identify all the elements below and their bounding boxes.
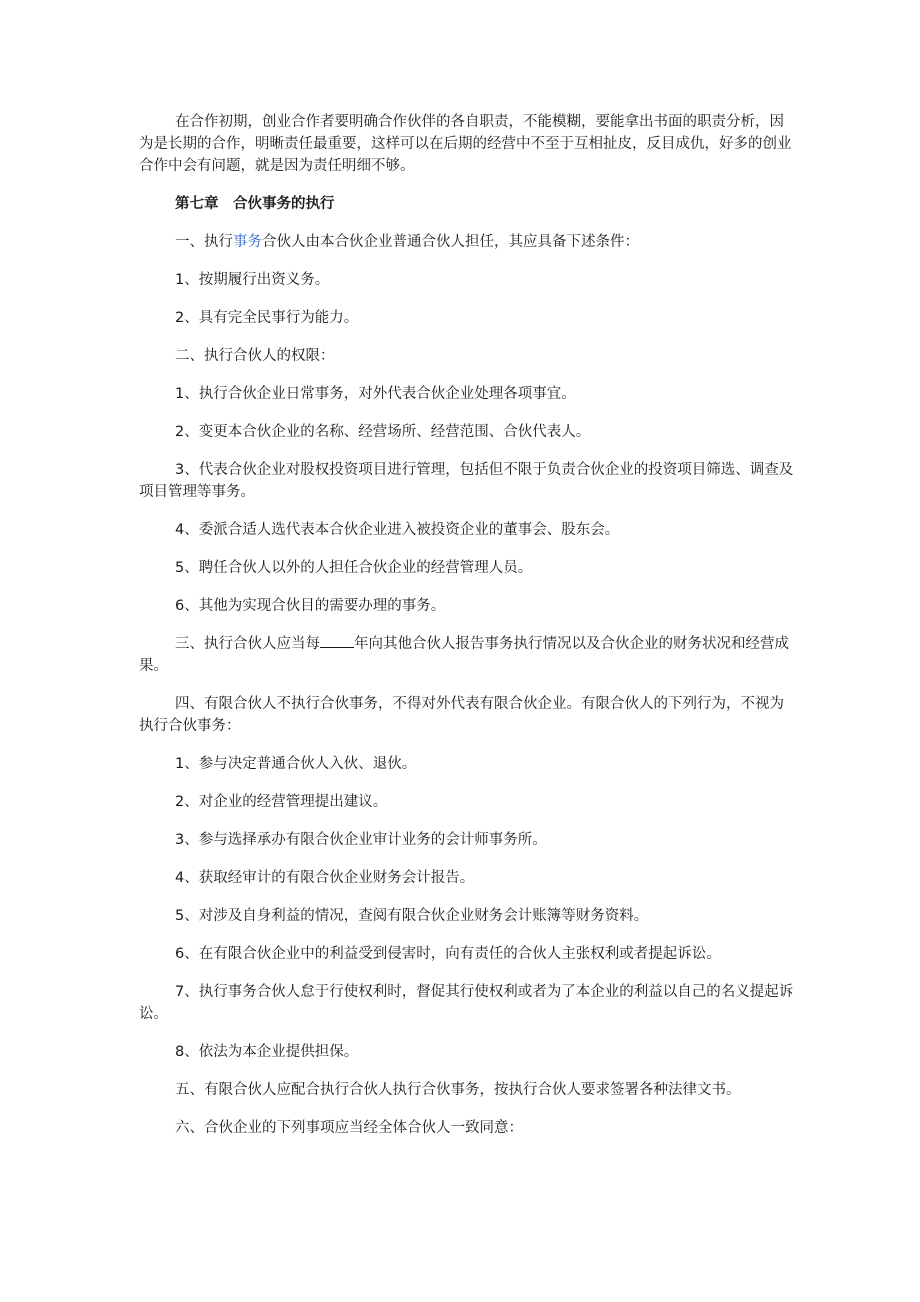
section-4-item: 5、对涉及自身利益的情况，查阅有限合伙企业财务会计账簿等财务资料。 [175,908,649,924]
section-2-item: 1、执行合伙企业日常事务，对外代表合伙企业处理各项事宜。 [175,386,576,402]
section-4-item: 1、参与决定普通合伙人入伙、退伙。 [175,756,417,772]
section-3-paragraph [139,633,794,677]
section-3-text-end: 年向其他合伙人报告事务执行情况以及合伙企业的财务状况和经营成果。 [139,636,789,674]
section-4-item: 7、执行事务合伙人怠于行使权利时，督促其行使权利或者为了本企业的利益以自己的名义提起诉讼。 [139,984,794,1022]
fill-in-blank [320,633,354,648]
section-4-item: 4、获取经审计的有限合伙企业财务会计报告。 [175,870,475,886]
section-6-title: 六、合伙企业的下列事项应当经全体合伙人一致同意： [175,1120,523,1136]
section-4-item: 3、参与选择承办有限合伙企业审计业务的会计师事务所。 [175,832,547,848]
document-body [139,111,794,1155]
section-4-intro: 四、有限合伙人不执行合伙事务，不得对外代表有限合伙企业。有限合伙人的下列行为，不视为执行合伙事务： [139,696,784,734]
section-2-item: 2、变更本合伙企业的名称、经营场所、经营范围、合伙代表人。 [175,424,591,440]
chapter-heading: 第七章 合伙事务的执行 [175,196,335,212]
section-2-item: 6、其他为实现合伙目的需要办理的事务。 [175,598,446,614]
section-1-text-end: 合伙人由本合伙企业普通合伙人担任，其应具备下述条件： [262,234,639,250]
affairs-link[interactable]: 事务 [233,234,262,250]
section-2-item: 5、聘任合伙人以外的人担任合伙企业的经营管理人员。 [175,560,533,576]
section-4-item: 2、对企业的经营管理提出建议。 [175,794,388,810]
section-2-item: 4、委派合适人选代表本合伙企业进入被投资企业的董事会、股东会。 [175,522,620,538]
section-1-item: 2、具有完全民事行为能力。 [175,310,359,326]
intro-paragraph: 在合作初期，创业合作者要明确合作伙伴的各自职责，不能模糊，要能拿出书面的职责分析，因为是长期的合作，明晰责任最重要，这样可以在后期的经营中不至于互相扯皮，反目成仇，好多的创业合作中会有问题，就是因为责任明细不够。 [139,114,792,174]
section-4-item: 6、在有限合伙企业中的利益受到侵害时，向有责任的合伙人主张权利或者提起诉讼。 [175,946,721,962]
section-5-paragraph: 五、有限合伙人应配合执行合伙人执行合伙事务，按执行合伙人要求签署各种法律文书。 [175,1082,741,1098]
section-3-text-start: 三、执行合伙人应当每 [175,636,320,652]
section-2-item: 3、代表合伙企业对股权投资项目进行管理，包括但不限于负责合伙企业的投资项目筛选、调查及项目管理等事务。 [139,462,794,500]
section-1-intro [139,231,794,253]
section-1-text-start: 一、执行 [175,234,233,250]
section-4-item: 8、依法为本企业提供担保。 [175,1044,359,1060]
section-2-title: 二、执行合伙人的权限： [175,348,335,364]
section-1-item: 1、按期履行出资义务。 [175,272,330,288]
